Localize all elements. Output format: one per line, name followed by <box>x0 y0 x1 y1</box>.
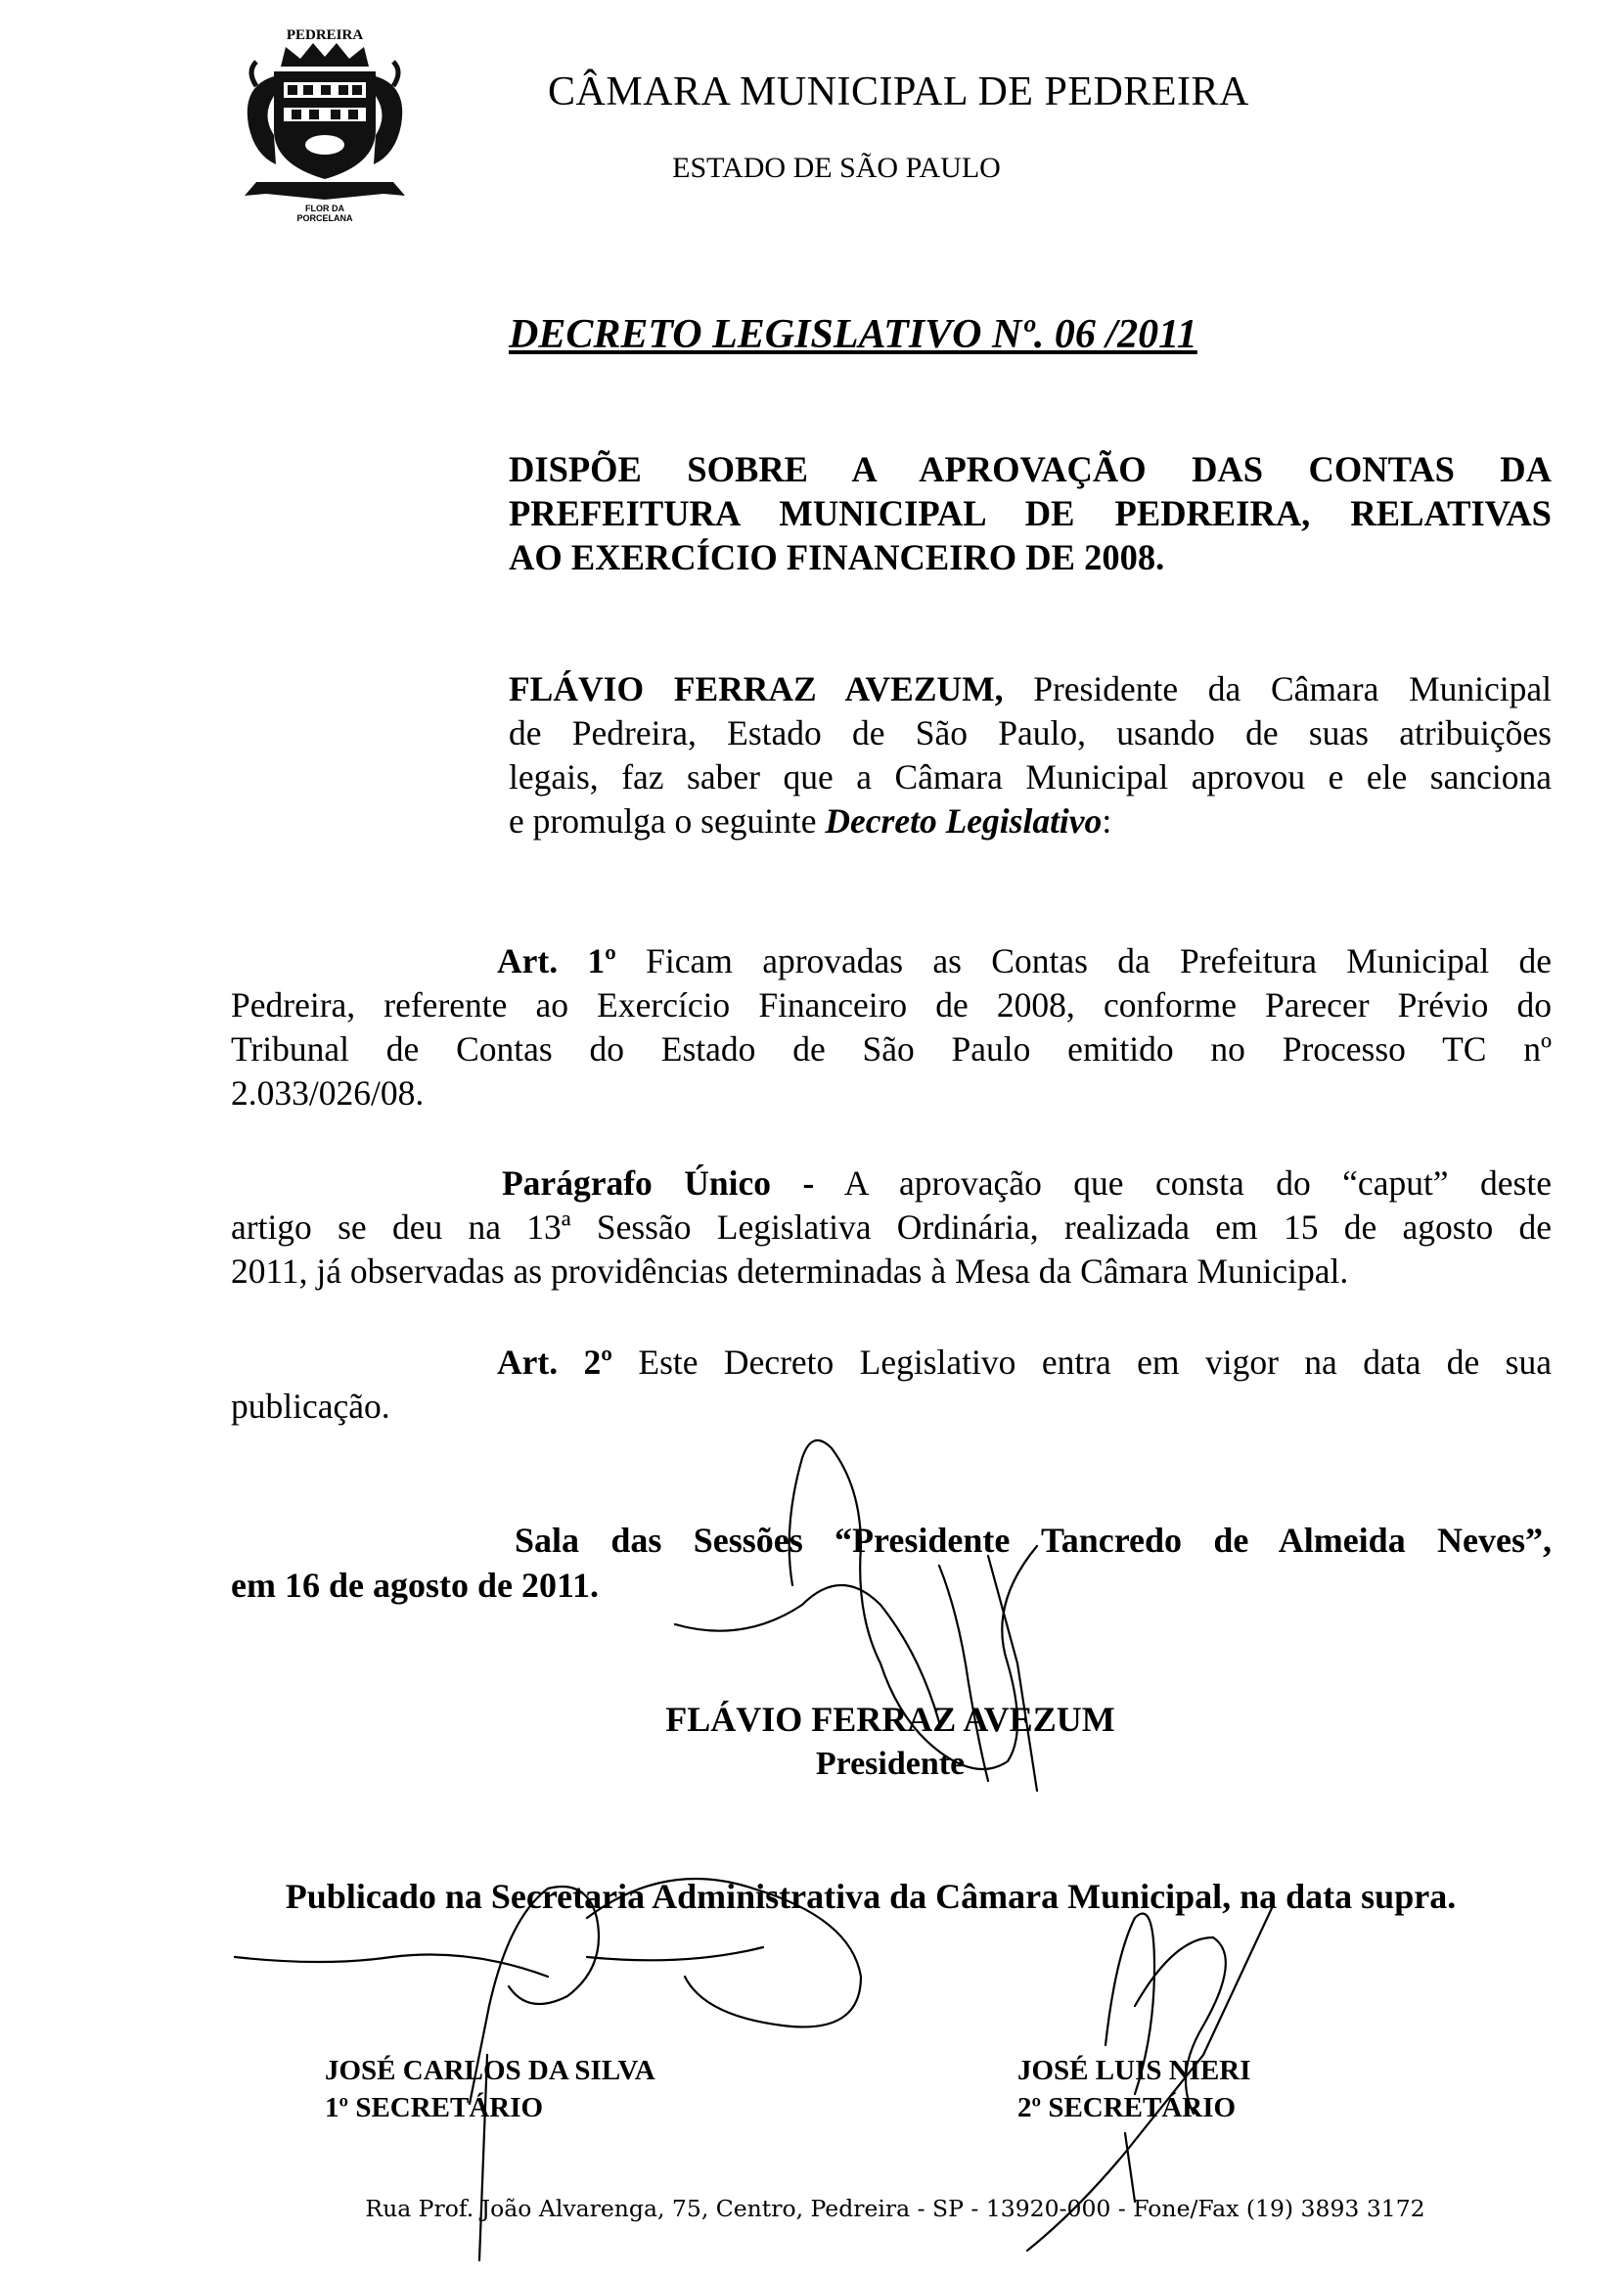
decree-ementa <box>509 447 1552 579</box>
preamble-text: legais, faz saber que a Câmara Municipal aprovou e ele sanciona <box>509 757 1552 797</box>
municipal-crest-logo <box>227 18 423 223</box>
article-2 <box>231 1341 1552 1429</box>
president-signature-name: FLÁVIO FERRAZ AVEZUM <box>665 1700 1115 1739</box>
second-secretary-signature-stroke <box>1125 2133 1135 2202</box>
president-signature-role: Presidente <box>815 1746 966 1782</box>
sala-date: em 16 de agosto de 2011. <box>231 1566 599 1605</box>
crest-motto-line-1: FLOR DA <box>305 204 344 213</box>
ementa-line: DISPÕE SOBRE A APROVAÇÃO DAS CONTAS DA <box>509 449 1552 489</box>
crest-motto-line-2: PORCELANA <box>296 213 353 223</box>
first-secretary-signature-stroke <box>235 1955 548 1978</box>
paragraph-text: artigo se deu na 13ª Sessão Legislativa Ordinária, realizada em 15 de agosto de <box>231 1207 1552 1247</box>
publication-notice: Publicado na Secretaria Administrativa da Câmara Municipal, na data supra. <box>285 1877 1457 1916</box>
paragraph-label: Parágrafo Único - <box>502 1163 815 1203</box>
first-secretary-signature-stroke <box>587 1947 763 1960</box>
ementa-line: AO EXERCÍCIO FINANCEIRO DE 2008. <box>509 537 1165 577</box>
paragraph-text: A aprovação que consta do “caput” deste <box>814 1163 1552 1203</box>
preamble-paragraph <box>509 667 1552 843</box>
preamble-text: Presidente da Câmara Municipal <box>1003 669 1552 708</box>
sala-text: Sala das Sessões “Presidente Tancredo de Almeida Neves”, <box>515 1521 1552 1560</box>
second-secretary-name: JOSÉ LUIS NIERI <box>1017 2055 1251 2086</box>
session-hall-line <box>231 1518 1552 1608</box>
preamble-text: : <box>1102 801 1112 841</box>
preamble-text: de Pedreira, Estado de São Paulo, usando de suas atribuições <box>509 713 1552 752</box>
second-secretary-role: 2º SECRETÁRIO <box>1017 2092 1237 2123</box>
crest-top-text: PEDREIRA <box>286 27 364 43</box>
state-subtitle: ESTADO DE SÃO PAULO <box>672 152 1001 184</box>
article-text: Este Decreto Legislativo entra em vigor na data de sua <box>611 1343 1553 1382</box>
chamber-title: CÂMARA MUNICIPAL DE PEDREIRA <box>548 69 1249 114</box>
article-text: Tribunal de Contas do Estado de São Paulo emitido no Processo TC nº <box>231 1029 1552 1069</box>
article-text: publicação. <box>231 1387 390 1426</box>
footer-address: Rua Prof. João Alvarenga, 75, Centro, Pedreira - SP - 13920-000 - Fone/Fax (19) 3893 3172 <box>365 2195 1425 2222</box>
preamble-text: e promulga o seguinte <box>509 801 826 841</box>
decree-title: DECRETO LEGISLATIVO Nº. 06 /2011 <box>509 312 1197 357</box>
preamble-emphasis: Decreto Legislativo <box>825 801 1103 841</box>
second-secretary-signature-stroke <box>1135 1937 1226 2114</box>
first-secretary-name: JOSÉ CARLOS DA SILVA <box>325 2055 655 2086</box>
first-secretary-role: 1º SECRETÁRIO <box>325 2092 544 2123</box>
article-1 <box>231 939 1552 1116</box>
paragrafo-unico <box>231 1161 1552 1294</box>
ementa-line: PREFEITURA MUNICIPAL DE PEDREIRA, RELATIVAS <box>509 493 1552 533</box>
article-label: Art. 2º <box>497 1343 612 1382</box>
article-label: Art. 1º <box>497 941 616 980</box>
president-name-inline: FLÁVIO FERRAZ AVEZUM, <box>509 669 1004 708</box>
paragraph-text: 2011, já observadas as providências determinadas à Mesa da Câmara Municipal. <box>231 1252 1349 1291</box>
article-text: Ficam aprovadas as Contas da Prefeitura Municipal de <box>615 941 1553 980</box>
article-text: 2.033/026/08. <box>231 1073 425 1113</box>
article-text: Pedreira, referente ao Exercício Financeiro de 2008, conforme Parecer Prévio do <box>231 985 1552 1025</box>
